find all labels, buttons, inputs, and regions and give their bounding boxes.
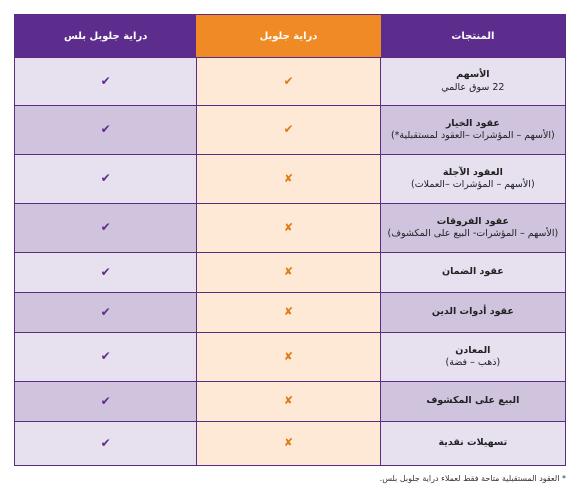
glb-cell	[196, 293, 380, 332]
product-cell	[381, 58, 565, 105]
glb-plus-cell	[15, 106, 196, 154]
glb-plus-cell	[15, 422, 196, 465]
check-icon: ✔	[100, 73, 111, 88]
table-row	[15, 204, 565, 253]
glb-cell	[196, 204, 380, 252]
check-icon: ✔	[100, 435, 111, 450]
table-row	[15, 155, 565, 204]
check-icon: ✔	[100, 393, 111, 408]
glb-cell	[196, 106, 380, 154]
header-products: المنتجات	[381, 15, 565, 57]
table-row	[15, 382, 565, 422]
table-body	[15, 58, 565, 465]
cross-icon: ✘	[283, 265, 294, 279]
check-icon: ✔	[100, 304, 111, 319]
glb-cell	[196, 58, 380, 105]
table-row	[15, 293, 565, 333]
check-icon: ✔	[100, 122, 111, 137]
glb-cell	[196, 333, 380, 381]
glb-plus-cell	[15, 58, 196, 105]
product-detail: (ذهب – فضة)	[445, 357, 501, 368]
product-detail: 22 سوق عالمي	[441, 81, 505, 93]
product-detail: (الأسهم – المؤشرات- البيع على المكشوف)	[387, 228, 559, 239]
table-row	[15, 422, 565, 465]
check-icon: ✔	[100, 220, 111, 235]
product-name: عقود الخيار	[445, 117, 500, 129]
glb-cell	[196, 422, 380, 465]
glb-plus-cell	[15, 293, 196, 332]
table-row	[15, 253, 565, 293]
glb-plus-cell	[15, 253, 196, 292]
table-row	[15, 58, 565, 106]
header-glb: دراية جلوبل	[196, 15, 380, 57]
product-name: عقود الضمان	[441, 266, 504, 278]
header-glb-plus: دراية جلوبل بلس	[15, 15, 196, 57]
product-detail: (الأسهم – المؤشرات –العملات)	[411, 179, 535, 190]
comparison-table	[14, 14, 566, 466]
product-cell	[381, 155, 565, 203]
glb-cell	[196, 382, 380, 421]
glb-cell	[196, 253, 380, 292]
check-icon: ✔	[100, 171, 111, 186]
table-row	[15, 106, 565, 155]
product-cell	[381, 382, 565, 421]
glb-plus-cell	[15, 333, 196, 381]
glb-cell	[196, 155, 380, 203]
check-icon: ✔	[100, 349, 111, 364]
product-cell	[381, 422, 565, 465]
product-name: البيع على المكشوف	[426, 395, 520, 407]
footnote: * العقود المستقبلية متاحة فقط لعملاء دراية جلوبل بلس.	[379, 474, 566, 483]
cross-icon: ✘	[283, 305, 294, 319]
product-name: المعادن	[455, 344, 491, 356]
check-icon: ✔	[283, 73, 294, 88]
cross-icon: ✘	[283, 436, 294, 450]
cross-icon: ✘	[283, 220, 294, 234]
glb-plus-cell	[15, 204, 196, 252]
product-cell	[381, 204, 565, 252]
glb-plus-cell	[15, 155, 196, 203]
product-cell	[381, 333, 565, 381]
product-name: عقود الفروقات	[436, 215, 509, 227]
product-cell	[381, 293, 565, 332]
product-cell	[381, 106, 565, 154]
cross-icon: ✘	[283, 394, 294, 408]
product-name: تسهيلات نقدية	[438, 437, 508, 449]
glb-plus-cell	[15, 382, 196, 421]
check-icon: ✔	[100, 264, 111, 279]
check-icon: ✔	[283, 122, 294, 137]
table-header-row	[15, 15, 565, 58]
product-name: العقود الآجلة	[442, 166, 503, 178]
product-name: الأسهم	[456, 69, 490, 81]
cross-icon: ✘	[283, 171, 294, 185]
cross-icon: ✘	[283, 349, 294, 363]
table-row	[15, 333, 565, 382]
product-detail: (الأسهم – المؤشرات –العقود لمستقبلية*)	[390, 130, 555, 141]
product-cell	[381, 253, 565, 292]
product-name: عقود أدوات الدين	[431, 306, 514, 318]
